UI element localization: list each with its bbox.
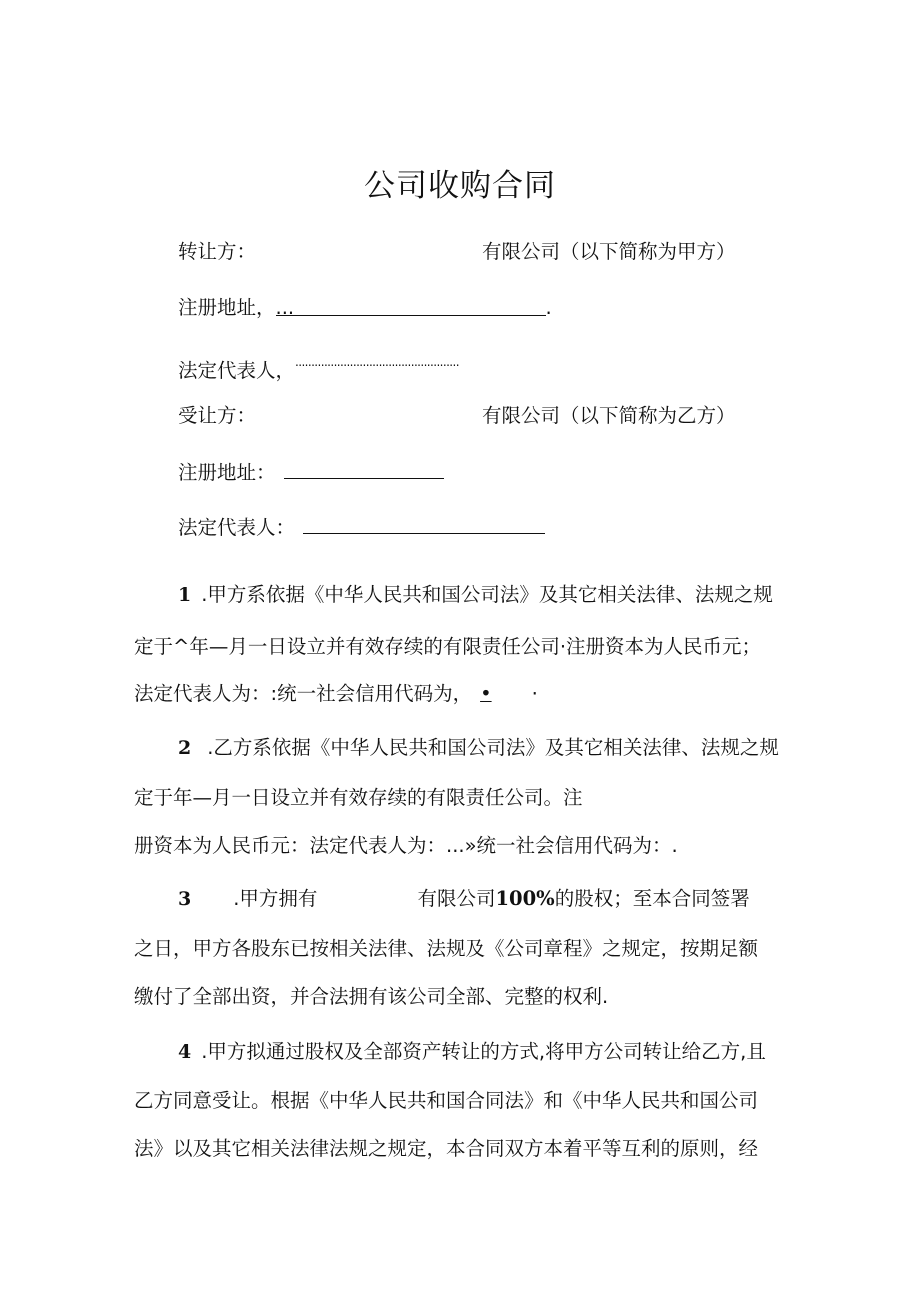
clause-3-line-1: 3 .甲方拥有 有限公司100%的股权；至本合同签署 <box>178 887 750 910</box>
party-b-rep-label: 法定代表人： <box>178 516 296 539</box>
party-b-address-label: 注册地址： <box>178 461 276 484</box>
party-b-address-blank <box>284 456 444 479</box>
party-b-suffix: 有限公司（以下简称为乙方） <box>482 404 736 427</box>
clause-2-number: 2 <box>178 737 192 759</box>
clause-1-line-1: 1 .甲方系依据《中华人民共和国公司法》及其它相关法律、法规之规 <box>178 583 773 606</box>
clause-2-line-1: 2 .乙方系依据《中华人民共和国公司法》及其它相关法律、法规之规 <box>178 736 779 759</box>
clause-1-line-3: 法定代表人为：:统一社会信用代码为， • · <box>134 682 538 705</box>
clause-3-number: 3 <box>178 888 192 910</box>
page-title: 公司收购合同 <box>364 168 556 204</box>
party-a-rep-label: 法定代表人， <box>178 359 296 382</box>
clause-1-number: 1 <box>178 584 192 606</box>
party-b-rep-line <box>178 511 545 541</box>
clause-4-number: 4 <box>178 1041 192 1063</box>
party-a-address-blank: ... <box>276 293 546 316</box>
clause-4-line-2: 乙方同意受让。根据《中华人民共和国合同法》和《中华人民共和国公司 <box>134 1089 759 1112</box>
party-a-rep-dots: ................................................... <box>295 355 459 369</box>
party-a-rep-line <box>178 347 540 382</box>
clause-4-line-1: 4 .甲方拟通过股权及全部资产转让的方式,将甲方公司转让给乙方,且 <box>178 1040 766 1063</box>
party-a-label: 转让方： <box>178 240 257 263</box>
clause-4-line-3: 法》以及其它相关法律法规之规定，本合同双方本着平等互利的原则，经 <box>134 1137 759 1160</box>
party-b-rep-blank <box>303 511 545 534</box>
clause-2-line-2: 定于年—月一日设立并有效存续的有限责任公司。注 <box>134 786 583 809</box>
party-b-label: 受让方： <box>178 404 257 427</box>
party-a-address-label: 注册地址， <box>178 296 276 319</box>
party-b-address-line <box>178 456 444 486</box>
party-a-address-end: . <box>545 296 552 319</box>
clause-3-line-2: 之日，甲方各股东已按相关法律、法规及《公司章程》之规定，按期足额 <box>134 937 759 960</box>
clause-3-line-3: 缴付了全部出资，并合法拥有该公司全部、完整的权利. <box>134 985 609 1008</box>
party-a-address-line <box>178 293 552 323</box>
clause-2-line-3: 册资本为人民币元：法定代表人为：...»统一社会信用代码为：. <box>134 834 678 857</box>
clause-1-line-2: 定于^年—月一日设立并有效存续的有限责任公司·注册资本为人民币元； <box>134 635 762 658</box>
party-a-suffix: 有限公司（以下简称为甲方） <box>482 240 736 263</box>
